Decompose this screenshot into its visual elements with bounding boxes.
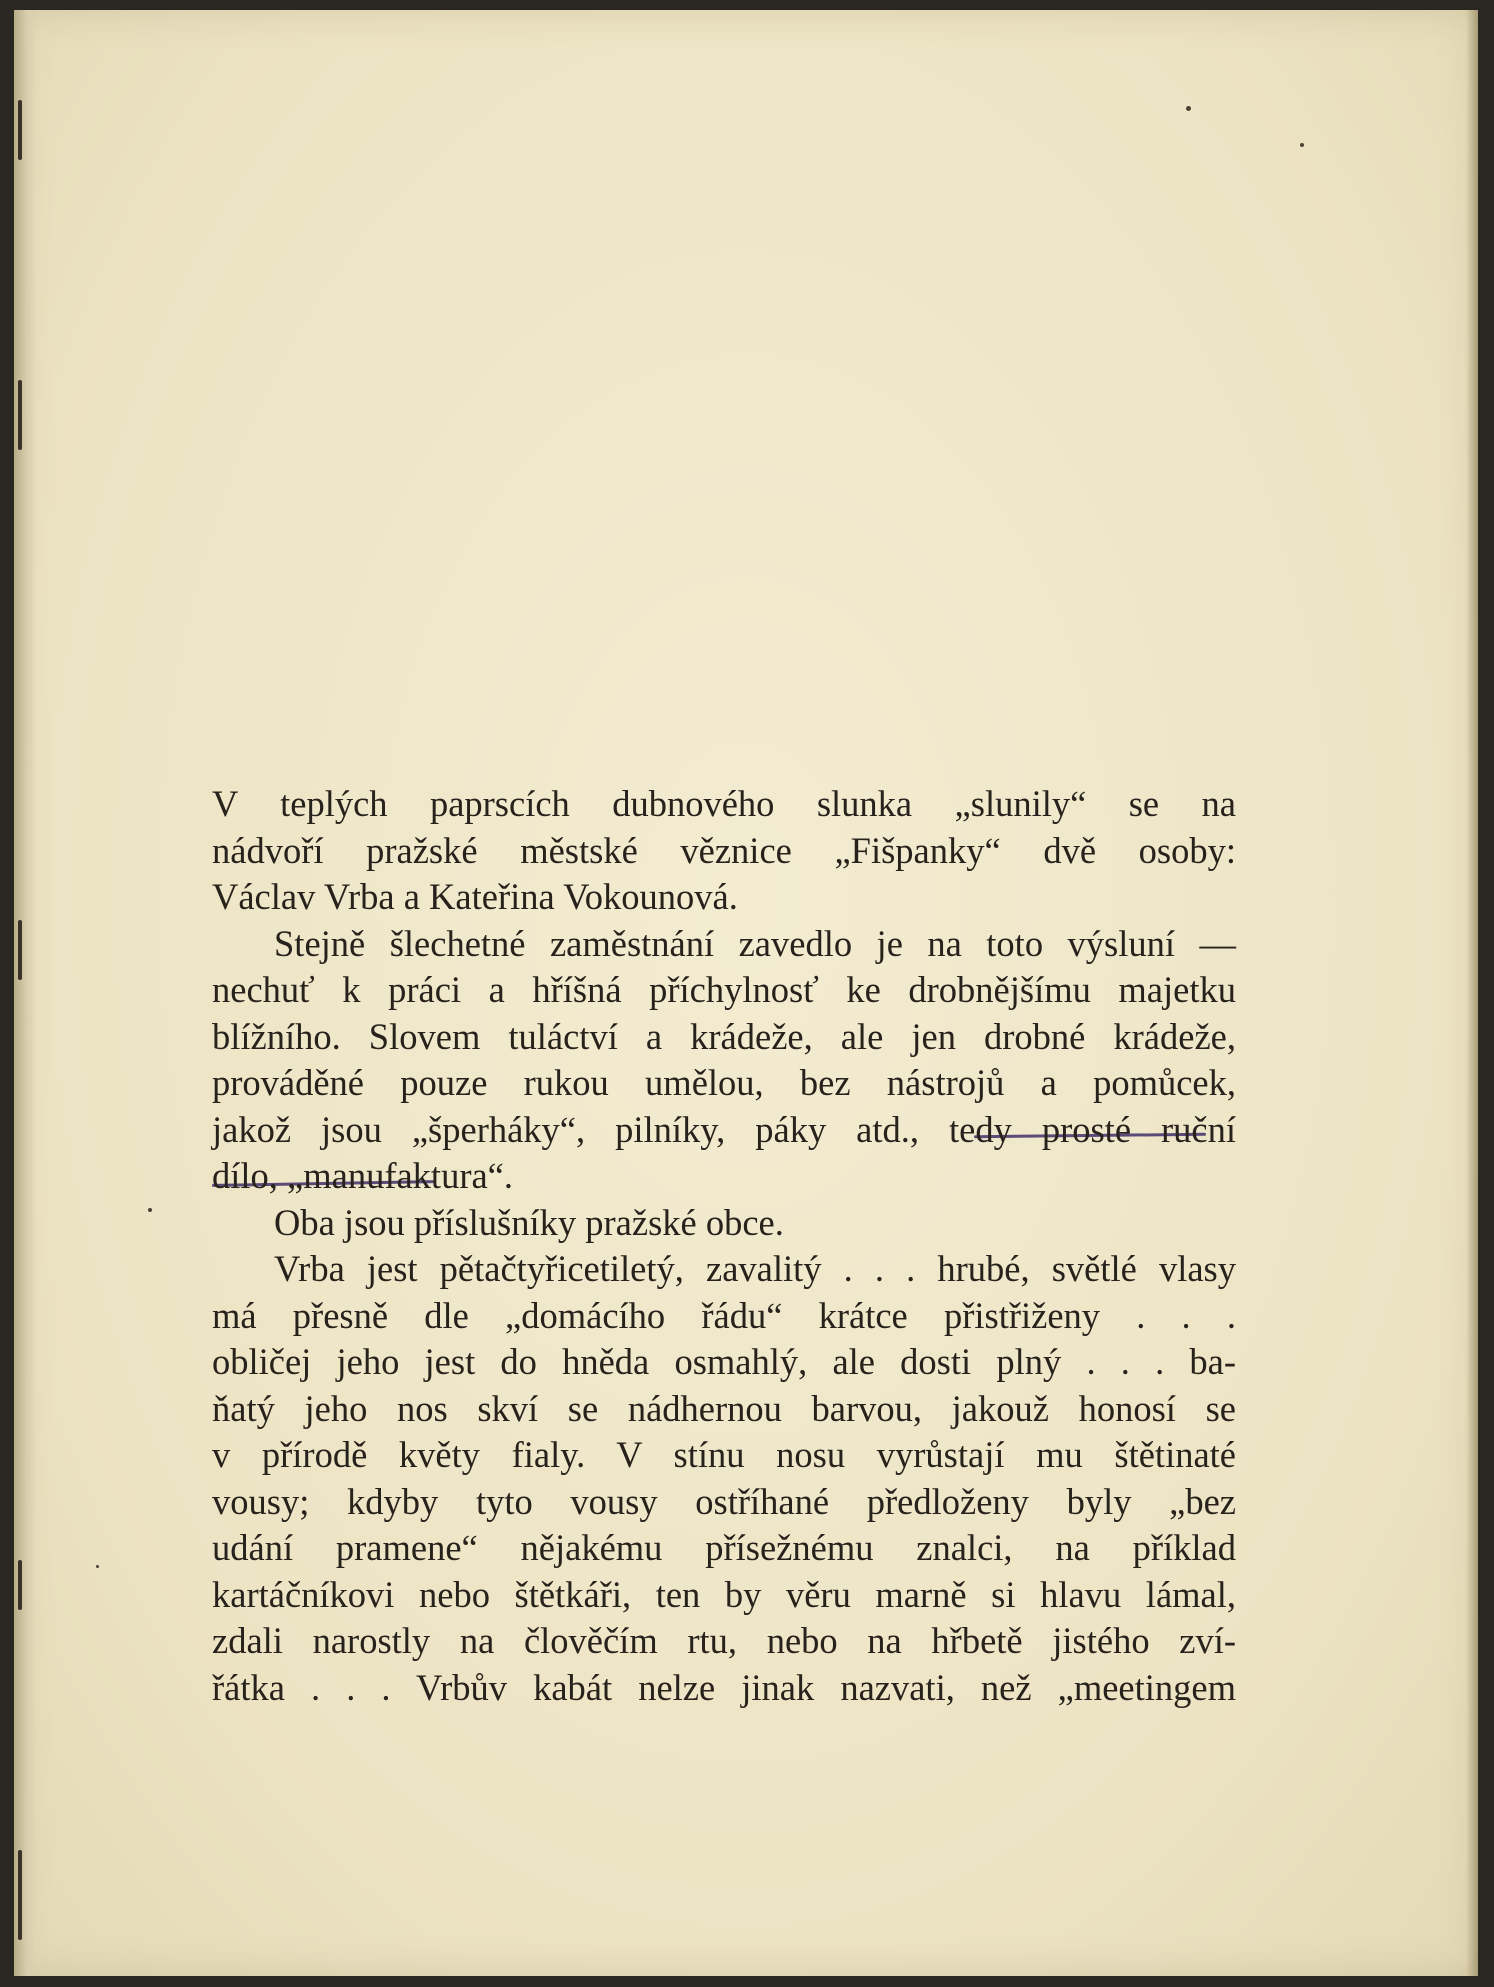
text-line: má přesně dle „domácího řádu“ krátce přistřiženy . . .: [212, 1294, 1236, 1336]
text-line: obličej jeho jest do hněda osmahlý, ale dosti plný . . . ba-: [212, 1341, 1236, 1382]
binding-thread-mark: [18, 380, 22, 450]
text-line: blížního. Slovem tuláctví a krádeže, ale jen drobné krádeže,: [212, 1015, 1236, 1057]
text-line: jakož jsou „šperháky“, pilníky, páky atd., tedy prosté ruční: [212, 1108, 1236, 1150]
text-line: dílo, „manufaktura“.: [212, 1155, 514, 1196]
text-line: udání pramene“ nějakému přísežnému znalci, na příklad: [212, 1527, 1236, 1568]
text-line: Vrba jest pětačtyřicetiletý, zavalitý . . . hrubé, světlé vlasy: [274, 1248, 1236, 1289]
paper-speck: [148, 1208, 152, 1212]
text-line: vousy; kdyby tyto vousy ostříhané předloženy byly „bez: [212, 1480, 1236, 1522]
binding-edge: [14, 10, 36, 1976]
text-line: ňatý jeho nos skví se nádhernou barvou, jakouž honosí se: [212, 1387, 1236, 1429]
paper-speck: [1186, 106, 1191, 111]
text-line: V teplých paprscích dubnového slunka „slunily“ se na: [212, 783, 1236, 824]
binding-thread-mark: [18, 1850, 22, 1940]
body-text: [212, 781, 1236, 1711]
text-line: Václav Vrba a Kateřina Vokounová.: [212, 876, 738, 917]
text-line: Stejně šlechetné zaměstnání zavedlo je na toto výsluní —: [274, 922, 1236, 964]
text-line: nádvoří pražské městské věznice „Fišpanky“ dvě osoby:: [212, 829, 1236, 871]
text-line: Oba jsou příslušníky pražské obce.: [274, 1201, 784, 1243]
binding-thread-mark: [18, 920, 22, 980]
text-line: kartáčníkovi nebo štětkáři, ten by věru marně si hlavu lámal,: [212, 1573, 1236, 1615]
text-line: řátka . . . Vrbův kabát nelze jinak nazvati, než „meetingem: [212, 1666, 1236, 1708]
paper-speck: [1300, 143, 1304, 147]
text-line: zdali narostly na člověčím rtu, nebo na hřbetě jistého zví-: [212, 1620, 1236, 1661]
binding-thread-mark: [18, 100, 22, 160]
binding-thread-mark: [18, 1560, 22, 1610]
page-right-edge: [1466, 10, 1478, 1976]
text-line: prováděné pouze rukou umělou, bez nástrojů a pomůcek,: [212, 1062, 1236, 1103]
text-line: v přírodě květy fialy. V stínu nosu vyrůstají mu štětinaté: [212, 1434, 1236, 1475]
paper-speck: [96, 1565, 99, 1568]
text-line: nechuť k práci a hříšná příchylnosť ke drobnějšímu majetku: [212, 969, 1236, 1010]
